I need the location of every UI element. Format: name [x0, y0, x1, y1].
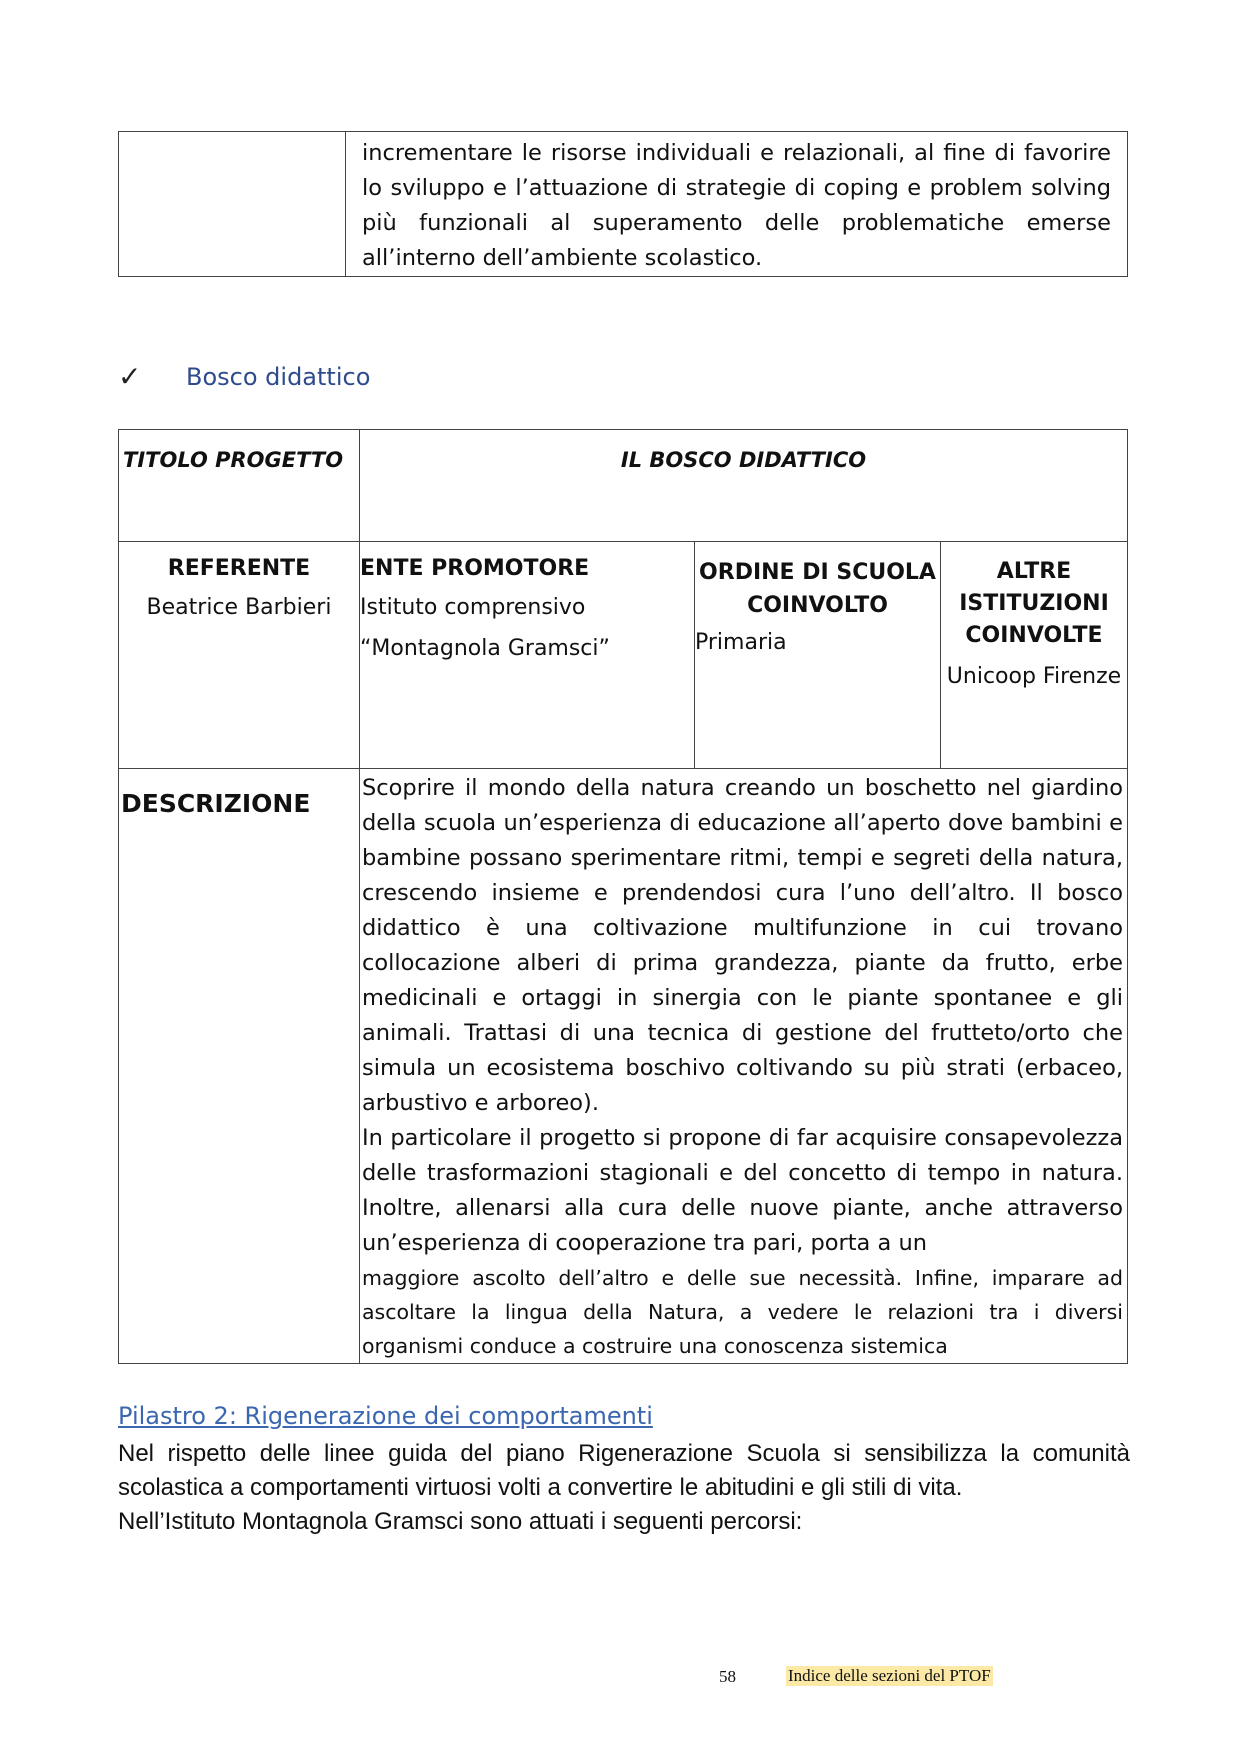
referente-cell: [119, 542, 360, 769]
section-title: Bosco didattico: [186, 363, 371, 391]
referente-value: Beatrice Barbieri: [146, 595, 332, 620]
referente-label: REFERENTE: [167, 556, 311, 581]
ente-line-2: “Montagnola Gramsci”: [360, 636, 610, 661]
ordine-value: Primaria: [695, 630, 787, 655]
altre-label: ALTRE ISTITUZIONI COINVOLTE: [959, 559, 1109, 648]
project-title: IL BOSCO DIDATTICO: [360, 430, 1128, 542]
descrizione-paragraph-2: In particolare il progetto si propone di far acquisire consapevolezza delle trasformazioni stagionali e del concetto di tempo in natura. Inoltre, allenarsi alla cura delle nuove piante, anche attraverso un’esperienza di cooperazione tra pari, porta a un: [362, 1125, 1123, 1256]
altre-cell: [941, 542, 1128, 769]
continuation-table: [118, 131, 1128, 277]
pilastro-heading-link[interactable]: Pilastro 2: Rigenerazione dei comportamenti: [118, 1402, 653, 1430]
altre-value: Unicoop Firenze: [946, 664, 1122, 689]
page-number: 58: [719, 1667, 736, 1686]
descrizione-paragraph-1: Scoprire il mondo della natura creando un boschetto nel giardino della scuola un’esperienza di educazione all’aperto dove bambini e bambine possano sperimentare ritmi, tempi e segreti della natura, crescendo insieme e prendendosi cura l’uno dell’altro. Il bosco didattico è una coltivazione multifunzione in cui trovano collocazione alberi di prima grandezza, piante da frutto, erbe medicinali e ortaggi in sinergia con le piante spontanee e gli animali. Trattasi di una tecnica di gestione del frutteto/orto che simula un ecosistema boschivo coltivando su più strati (erbaceo, arbustivo e arboreo).: [362, 775, 1123, 1116]
ente-label: ENTE PROMOTORE: [360, 556, 590, 581]
descrizione-label: DESCRIZIONE: [119, 769, 360, 1364]
project-table: [118, 429, 1128, 1364]
continuation-text: incrementare le risorse individuali e relazionali, al fine di favorire lo sviluppo e l’attuazione di strategie di coping e problem solving più funzionali al superamento delle problematiche emerse all’interno dell’ambiente scolastico.: [346, 132, 1128, 277]
ordine-cell: [695, 542, 941, 769]
toc-link[interactable]: Indice delle sezioni del PTOF: [788, 1666, 991, 1685]
ordine-label: ORDINE DI SCUOLA COINVOLTO: [699, 560, 936, 618]
empty-cell: [119, 132, 346, 277]
pilastro-paragraph-1: Nel rispetto delle linee guida del piano Rigenerazione Scuola si sensibilizza la comunità scolastica a comportamenti virtuosi volti a convertire le abitudini e gli stili di vita.: [118, 1440, 1130, 1501]
pilastro-paragraph-2: Nell’Istituto Montagnola Gramsci sono attuati i seguenti percorsi:: [118, 1508, 803, 1535]
ente-line-1: Istituto comprensivo: [360, 595, 586, 620]
descrizione-paragraph-3: maggiore ascolto dell’altro e delle sue necessità. Infine, imparare ad ascoltare la lingua della Natura, a vedere le relazioni tra i diversi organismi conduce a costruire una conoscenza sistemica: [362, 1266, 1123, 1358]
checkmark-icon: ✓: [118, 360, 142, 393]
descrizione-cell: [360, 769, 1128, 1364]
pilastro-body: [118, 1437, 1130, 1539]
title-label: TITOLO PROGETTO: [119, 430, 360, 542]
ente-cell: [360, 542, 695, 769]
